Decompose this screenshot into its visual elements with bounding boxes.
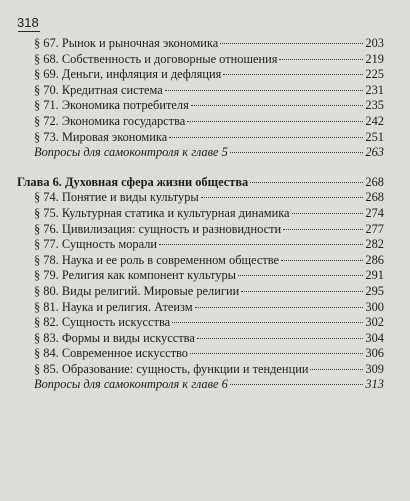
toc-entry-title: § 84. Современное искусство bbox=[34, 346, 188, 361]
toc-entry-title: § 77. Сущность морали bbox=[34, 237, 158, 252]
toc-entry-title: § 81. Наука и религия. Атеизм bbox=[34, 299, 193, 314]
dot-leader bbox=[279, 59, 363, 60]
toc-entry-page: 306 bbox=[365, 346, 384, 361]
toc-entry-title: § 80. Виды религий. Мировые религии bbox=[34, 283, 240, 298]
dot-leader bbox=[238, 275, 363, 276]
toc-entry-title: Вопросы для самоконтроля к главе 6 bbox=[34, 377, 228, 392]
dot-leader bbox=[201, 197, 364, 198]
toc-group bbox=[17, 36, 384, 161]
toc-section-row bbox=[17, 36, 384, 52]
toc-entry-page: 242 bbox=[365, 113, 384, 128]
toc-entry-page: 300 bbox=[365, 299, 384, 314]
dot-leader bbox=[250, 182, 363, 183]
dot-leader bbox=[190, 353, 363, 354]
toc-chapter-row bbox=[17, 175, 384, 191]
dot-leader bbox=[197, 338, 364, 339]
toc-entry-title: § 74. Понятие и виды культуры bbox=[34, 190, 199, 205]
dot-leader bbox=[283, 229, 363, 230]
toc-entry-page: 304 bbox=[365, 330, 384, 345]
toc-section-row bbox=[17, 222, 384, 238]
toc-section-row bbox=[17, 114, 384, 130]
toc-entry-title: Глава 6. Духовная сфера жизни общества bbox=[17, 174, 249, 189]
toc-section-row bbox=[17, 331, 384, 347]
toc-entry-title: § 83. Формы и виды искусства bbox=[34, 330, 195, 345]
toc-entry-page: 263 bbox=[365, 145, 384, 160]
toc-entry-title: § 73. Мировая экономика bbox=[34, 129, 168, 144]
toc-section-row bbox=[17, 315, 384, 331]
toc-entry-title: § 69. Деньги, инфляция и дефляция bbox=[34, 67, 222, 82]
dot-leader bbox=[230, 384, 364, 385]
toc-entry-page: 274 bbox=[365, 205, 384, 220]
dot-leader bbox=[165, 90, 364, 91]
toc-group bbox=[17, 175, 384, 393]
toc-entry-title: § 71. Экономика потребителя bbox=[34, 98, 189, 113]
dot-leader bbox=[281, 260, 363, 261]
toc-section-row bbox=[17, 284, 384, 300]
toc-section-row bbox=[17, 346, 384, 362]
page-number: 318 bbox=[17, 15, 39, 30]
dot-leader bbox=[159, 244, 363, 245]
toc-entry-page: 302 bbox=[365, 315, 384, 330]
dot-leader bbox=[169, 137, 363, 138]
toc-entry-title: § 75. Культурная статика и культурная динамика bbox=[34, 205, 290, 220]
toc-entry-title: § 85. Образование: сущность, функции и тенденции bbox=[34, 361, 309, 376]
toc-entry-page: 277 bbox=[365, 221, 384, 236]
toc-entry-page: 295 bbox=[365, 283, 384, 298]
toc-entry-title: § 82. Сущность искусства bbox=[34, 315, 171, 330]
toc-section-row bbox=[17, 300, 384, 316]
toc-section-row bbox=[17, 190, 384, 206]
dot-leader bbox=[310, 369, 363, 370]
toc-section-row bbox=[17, 237, 384, 253]
toc-entry-page: 235 bbox=[365, 98, 384, 113]
toc-entry-title: § 67. Рынок и рыночная экономика bbox=[34, 36, 219, 50]
toc-entry-title: § 76. Цивилизация: сущность и разновидности bbox=[34, 221, 282, 236]
dot-leader bbox=[191, 105, 364, 106]
toc-entry-page: 268 bbox=[365, 190, 384, 205]
dot-leader bbox=[220, 43, 363, 44]
toc-entry-page: 225 bbox=[365, 67, 384, 82]
toc-entry-page: 268 bbox=[365, 174, 384, 189]
dot-leader bbox=[241, 291, 363, 292]
toc-entry-title: Вопросы для самоконтроля к главе 5 bbox=[34, 145, 228, 160]
toc-entry-title: § 68. Собственность и договорные отношения bbox=[34, 51, 278, 66]
toc-entry-page: 282 bbox=[365, 237, 384, 252]
table-of-contents bbox=[17, 36, 384, 393]
toc-entry-page: 286 bbox=[365, 252, 384, 267]
toc-entry-page: 203 bbox=[365, 36, 384, 50]
toc-section-row bbox=[17, 98, 384, 114]
toc-section-row bbox=[17, 362, 384, 378]
dot-leader bbox=[195, 307, 364, 308]
toc-entry-title: § 70. Кредитная система bbox=[34, 82, 163, 97]
dot-leader bbox=[292, 213, 364, 214]
toc-entry-title: § 72. Экономика государства bbox=[34, 113, 186, 128]
toc-questions-row bbox=[17, 377, 384, 393]
toc-section-row bbox=[17, 52, 384, 68]
dot-leader bbox=[172, 322, 363, 323]
toc-entry-page: 219 bbox=[365, 51, 384, 66]
page-number-rule bbox=[18, 31, 40, 32]
toc-section-row bbox=[17, 130, 384, 146]
dot-leader bbox=[223, 74, 363, 75]
toc-entry-title: § 78. Наука и ее роль в современном обществе bbox=[34, 252, 280, 267]
toc-entry-page: 309 bbox=[365, 361, 384, 376]
toc-entry-title: § 79. Религия как компонент культуры bbox=[34, 268, 236, 283]
toc-section-row bbox=[17, 67, 384, 83]
toc-entry-page: 291 bbox=[365, 268, 384, 283]
toc-section-row bbox=[17, 83, 384, 99]
toc-entry-page: 313 bbox=[365, 377, 384, 392]
toc-section-row bbox=[17, 268, 384, 284]
dot-leader bbox=[187, 121, 363, 122]
dot-leader bbox=[230, 152, 364, 153]
toc-entry-page: 251 bbox=[365, 129, 384, 144]
toc-section-row bbox=[17, 206, 384, 222]
toc-questions-row bbox=[17, 145, 384, 161]
toc-entry-page: 231 bbox=[365, 82, 384, 97]
toc-section-row bbox=[17, 253, 384, 269]
